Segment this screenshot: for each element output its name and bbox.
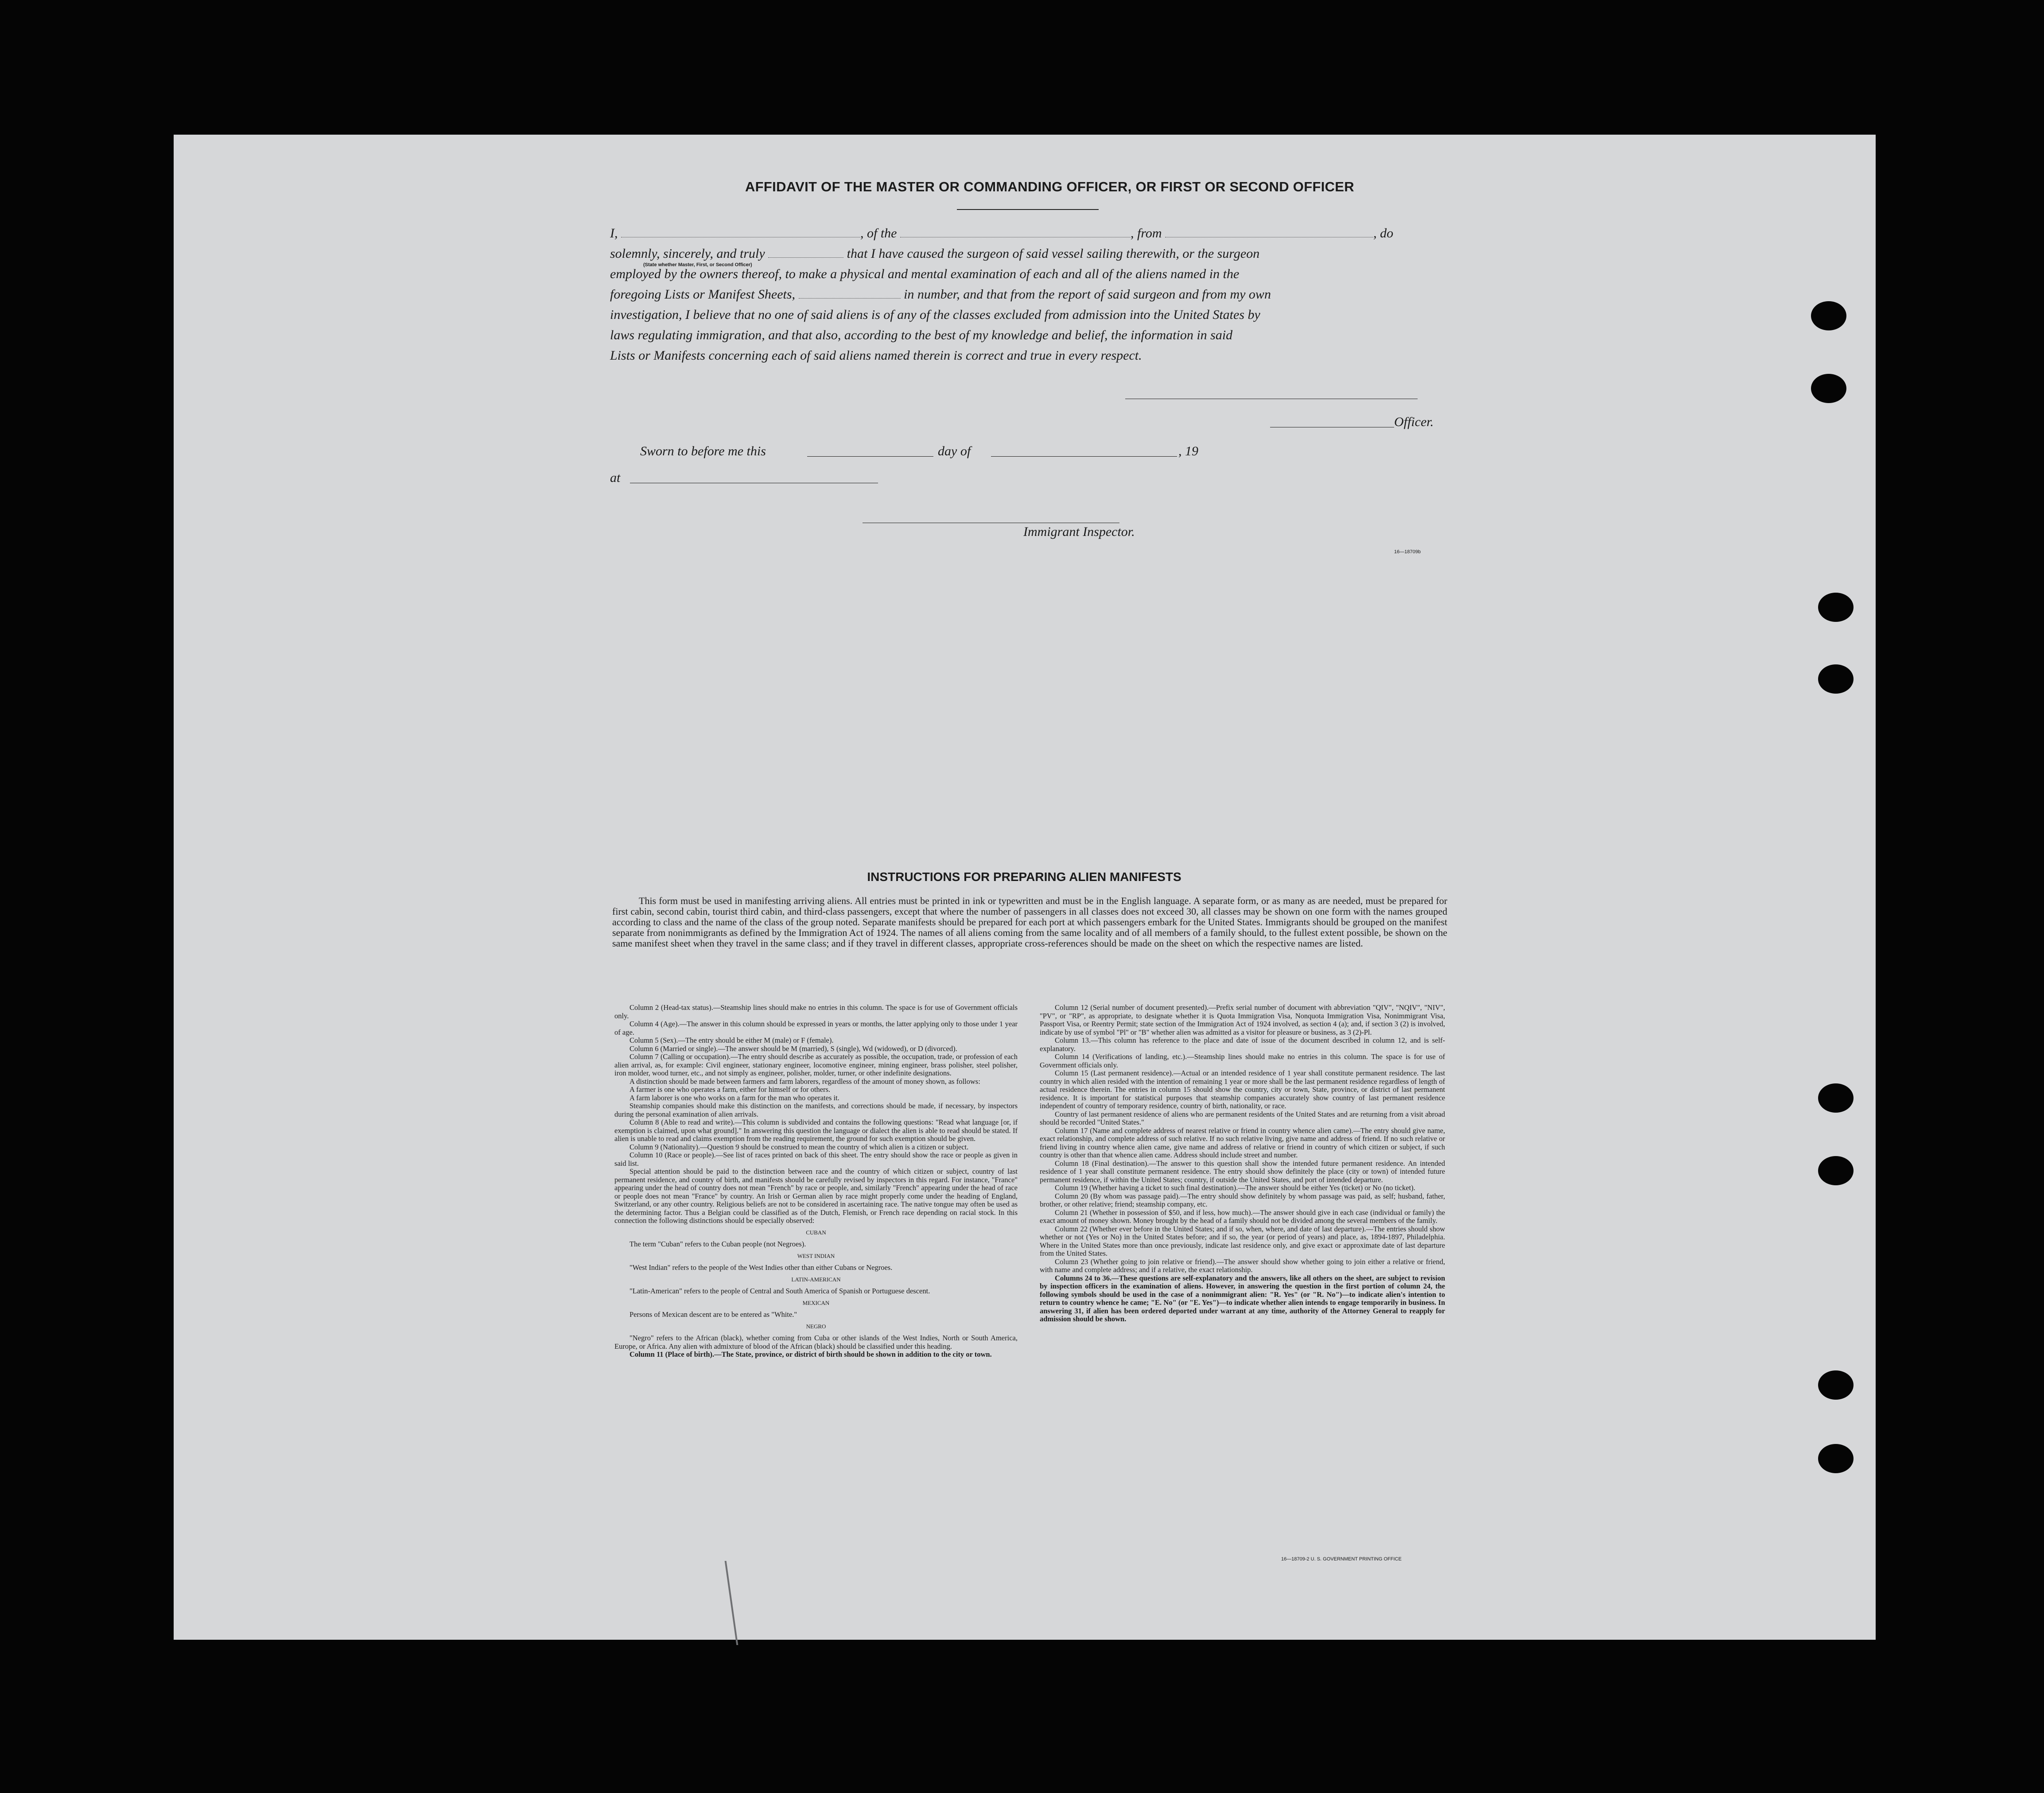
affidavit-line-7: Lists or Manifests concerning each of said aliens named therein is correct and true in every respect. xyxy=(610,348,1142,363)
affidavit-line-4: foregoing Lists or Manifest Sheets, in number, and that from the report of said surgeon and from my own xyxy=(610,287,1271,302)
heading-negro: NEGRO xyxy=(806,1323,826,1330)
sworn-month-field[interactable] xyxy=(991,456,1177,457)
heading-cuban: CUBAN xyxy=(806,1229,826,1236)
instructions-form-number: 16—18709-2 U. S. GOVERNMENT PRINTING OFFICE xyxy=(1281,1556,1402,1562)
instructions-title: INSTRUCTIONS FOR PREPARING ALIEN MANIFESTS xyxy=(867,870,1181,884)
affidavit-i: I, xyxy=(610,226,618,241)
punch-hole-3 xyxy=(1818,593,1854,622)
rank-note: (State whether Master, First, or Second Officer) xyxy=(643,262,752,268)
manifest-back-page xyxy=(174,135,1876,1640)
affidavit-line-3: employed by the owners thereof, to make a physical and mental examination of each and all of the aliens named in the xyxy=(610,267,1240,281)
affidavit-line-6: laws regulating immigration, and that also, according to the best of my knowledge and belief, the information in said xyxy=(610,328,1233,342)
sworn-label: Sworn to before me this xyxy=(640,444,766,458)
sworn-day-field[interactable] xyxy=(807,456,933,457)
heading-latin-american: LATIN-AMERICAN xyxy=(791,1276,841,1283)
aliens-count-field[interactable] xyxy=(799,298,901,299)
title-underline xyxy=(957,209,1099,210)
punch-hole-8 xyxy=(1818,1444,1854,1473)
year-label: , 19 xyxy=(1178,444,1198,458)
do-label: , do xyxy=(1373,226,1394,241)
heading-west-indian: WEST INDIAN xyxy=(797,1252,835,1259)
day-of-label: day of xyxy=(938,444,971,458)
punch-hole-6 xyxy=(1818,1156,1854,1185)
solemnly-label: solemnly, sincerely, and truly xyxy=(610,246,765,261)
affidavit-line-5: investigation, I believe that no one of said aliens is of any of the classes excluded from admission into the United States by xyxy=(610,307,1260,322)
affidavit-line-2 xyxy=(610,244,1449,264)
inspector-label: Immigrant Inspector. xyxy=(1023,524,1135,539)
oath-field[interactable] xyxy=(768,257,843,258)
punch-hole-1 xyxy=(1811,301,1846,330)
from-label: , from xyxy=(1131,226,1162,241)
of-the-label: , of the xyxy=(860,226,897,241)
officer-label: Officer. xyxy=(1394,415,1434,429)
heading-mexican: MEXICAN xyxy=(802,1299,830,1306)
punch-hole-7 xyxy=(1818,1370,1854,1400)
instructions-left-column: Column 2 (Head-tax status).—Steamship lines should make no entries in this column. The space is for use of Government officials only. Column 4 (Age).—The answer in this column should be expressed in years or months, the latter applying only to those under 1 year of age. Column 5 (Sex).—The entry should be either M (male) or F (female). Column 6 (Married or single).—The answer should be M (married), S (single), Wd (widowed), or D (divorced). Column 7 (Calling or occupation).—The entry should describe as accurately as possible, the occupation, trade, or profession of each alien arrival, as, for example: Civil engineer, stationary engineer, locomotive engineer, mining engineer, brass polisher, steel polisher, iron molder, wood turner, etc., and not simply as engineer, polisher, molder, turner, or other indefinite designations. A distinction should be made between farmers and farm laborers, regardless of the amount of money shown, as follows: A farmer is one who operates a farm, either for himself or for others. A farm laborer is one who works on a farm for the man who operates it. Steamship companies should make this distinction on the manifests, and corrections should be made, if necessary, by inspectors during the personal examination of alien arrivals. Column 8 (Able to read and write).—This column is subdivided and contains the following questions: "Read what language [or, if exemption is claimed, upon what ground]." In answering this question the language or dialect the alien is able to read should be stated. If alien is unable to read and claims exemption from the reading requirement, the ground for such exemption should be given. Column 9 (Nationality).—Question 9 should be construed to mean the country of which alien is a citizen or subject. Column 10 (Race or people).—See list of races printed on back of this sheet. The entry should show the race or people as given in said list. Special attention should be paid to the distinction between race and the country of which citizen or subject, country of last permanent residence, and country of birth, and manifests should be carefully revised by inspectors in this regard. For instance, "France" appearing under the head of country does not mean "French" by race or people, and, similarly "French" appearing under the head of race or people does not mean "France" by country. An Irish or German alien by race might properly come under the heading of England, Switzerland, or any other country. Religious beliefs are not to be considered in ascertaining race. The native tongue may often be used as the determining factor. Thus a Belgian could be classified as of the Dutch, Flemish, or French race depending on racial stock. In this connection the following distinctions should be especially observed: CUBAN The term "Cuban" refers to the Cuban people (not Negroes). WEST INDIAN "West Indian" refers to the people of the West Indies other than either Cubans or Negroes. LATIN-AMERICAN "Latin-American" refers to the people of Central and South America of Spanish or Portuguese descent. MEXICAN Persons of Mexican descent are to be entered as "White." NEGRO "Negro" refers to the African (black), whether coming from Cuba or other islands of the West Indies, North or South America, Europe, or Africa. Any alien with admixture of blood of the African (black) should be classified under this heading. Column 11 (Place of birth).—The State, province, or district of birth should be shown in addition to the city or town. xyxy=(614,1003,1018,1358)
instructions-intro: This form must be used in manifesting arriving aliens. All entries must be printed in ink or typewritten and must be in the English language. A separate form, or as many as are needed, must be prepared for first cabin, second cabin, tourist third cabin, and third-class passengers, except that where the number of passengers in all classes does not exceed 30, all classes may be shown on one form with the names grouped according to class and the name of the class of the group noted. Separate manifests should be prepared for each port at which passengers embark for the United States. Immigrants should be grouped on the manifest separate from nonimmigrants as defined by the Immigration Act of 1924. The names of all aliens coming from the same locality and of all members of a family should, to the fullest extent possible, be shown on the same manifest sheet when they travel in the same class; and if they travel in different classes, appropriate cross-references should be made on the sheet on which the respective names are listed. xyxy=(612,895,1447,949)
punch-hole-2 xyxy=(1811,374,1846,403)
at-label: at xyxy=(610,470,621,485)
affidavit-title: AFFIDAVIT OF THE MASTER OR COMMANDING OFFICER, OR FIRST OR SECOND OFFICER xyxy=(745,179,1354,194)
affidavit-form-number: 16—18709b xyxy=(1394,549,1421,555)
instructions-right-column: Column 12 (Serial number of document presented).—Prefix serial number of document with abbreviation "QIV", "NQIV", "NIV", "PV", or "RP", as appropriate, to designate whether it is Quota Immigration Visa, Nonquota Immigration Visa, Nonimmigrant Visa, Passport Visa, or Reentry Permit; state section of the Immigration Act of 1924 involved, as section 4 (a); and, if section 3 (2) is involved, indicate by use of symbol "Pl" or "B" whether alien was admitted as a visitor for pleasure or business, as 3 (2)-Pl. Column 13.—This column has reference to the place and date of issue of the document described in column 12, and is self-explanatory. Column 14 (Verifications of landing, etc.).—Steamship lines should make no entries in this column. The space is for use of Government officials only. Column 15 (Last permanent residence).—Actual or an intended residence of 1 year shall constitute permanent residence. The last country in which alien resided with the intention of remaining 1 year or more shall be the last permanent residence regardless of length of actual residence therein. The entries in column 15 should show the country, city or town, State, province, or district of last permanent residence. It is important for statistical purposes that steamship companies accurately show country of last permanent residence independent of country of temporary residence, country of birth, nationality, or race. Country of last permanent residence of aliens who are permanent residents of the United States and are returning from a visit abroad should be recorded "United States." Column 17 (Name and complete address of nearest relative or friend in country whence alien came).—The entry should give name, exact relationship, and complete address of such relative. If no such relative living, give name and address of friend. If no such relative or friend living in country whence alien came, give name and address of relative or friend in country of which citizen or subject, if such country is other than that whence alien came. Address should include street and number. Column 18 (Final destination).—The answer to this question shall show the intended future permanent residence. An intended residence of 1 year shall constitute permanent residence. The entry should show definitely the place (city or town) of intended future permanent residence, if within the United States; country, if outside the United States, and port of intended departure. Column 19 (Whether having a ticket to such final destination).—The answer should be either Yes (ticket) or No (no ticket). Column 20 (By whom was passage paid).—The entry should show definitely by whom passage was paid, as self; husband, father, brother, or other relative; friend; steamship company, etc. Column 21 (Whether in possession of $50, and if less, how much).—The answer should give in each case (individual or family) the exact amount of money shown. Money brought by the head of a family should not be divided among the several members of the family. Column 22 (Whether ever before in the United States; and if so, when, where, and date of last departure).—The entries should show whether or not (Yes or No) in the United States before; and if so, the year (or period of years) and place, as, 1894-1897, Philadelphia. Where in the United States more than once previously, indicate last residence only, and give exact or approximate date of last departure from the United States. Column 23 (Whether going to join relative or friend).—The answer should show whether going to join either a relative or friend, with name and complete address; and if a relative, the exact relationship. Columns 24 to 36.—These questions are self-explanatory and the answers, like all others on the sheet, are subject to revision by inspection officers in the examination of aliens. However, in answering the question in the first portion of column 24, the following symbols should be used in the case of a nonimmigrant alien: "R. Yes" (or "R. No")—to indicate alien's intention to return to country whence he came; "E. No" (or "E. Yes")—to indicate whether alien intends to engage temporarily in business. In answering 31, if alien has been ordered deported under warrant at any time, authority of the Attorney General to reapply for admission should be shown. xyxy=(1040,1003,1445,1323)
paper-crease xyxy=(725,1561,744,1645)
punch-hole-4 xyxy=(1818,664,1854,694)
punch-hole-5 xyxy=(1818,1083,1854,1113)
affidavit-text-1: that I have caused the surgeon of said vessel sailing therewith, or the surgeon xyxy=(847,246,1260,261)
